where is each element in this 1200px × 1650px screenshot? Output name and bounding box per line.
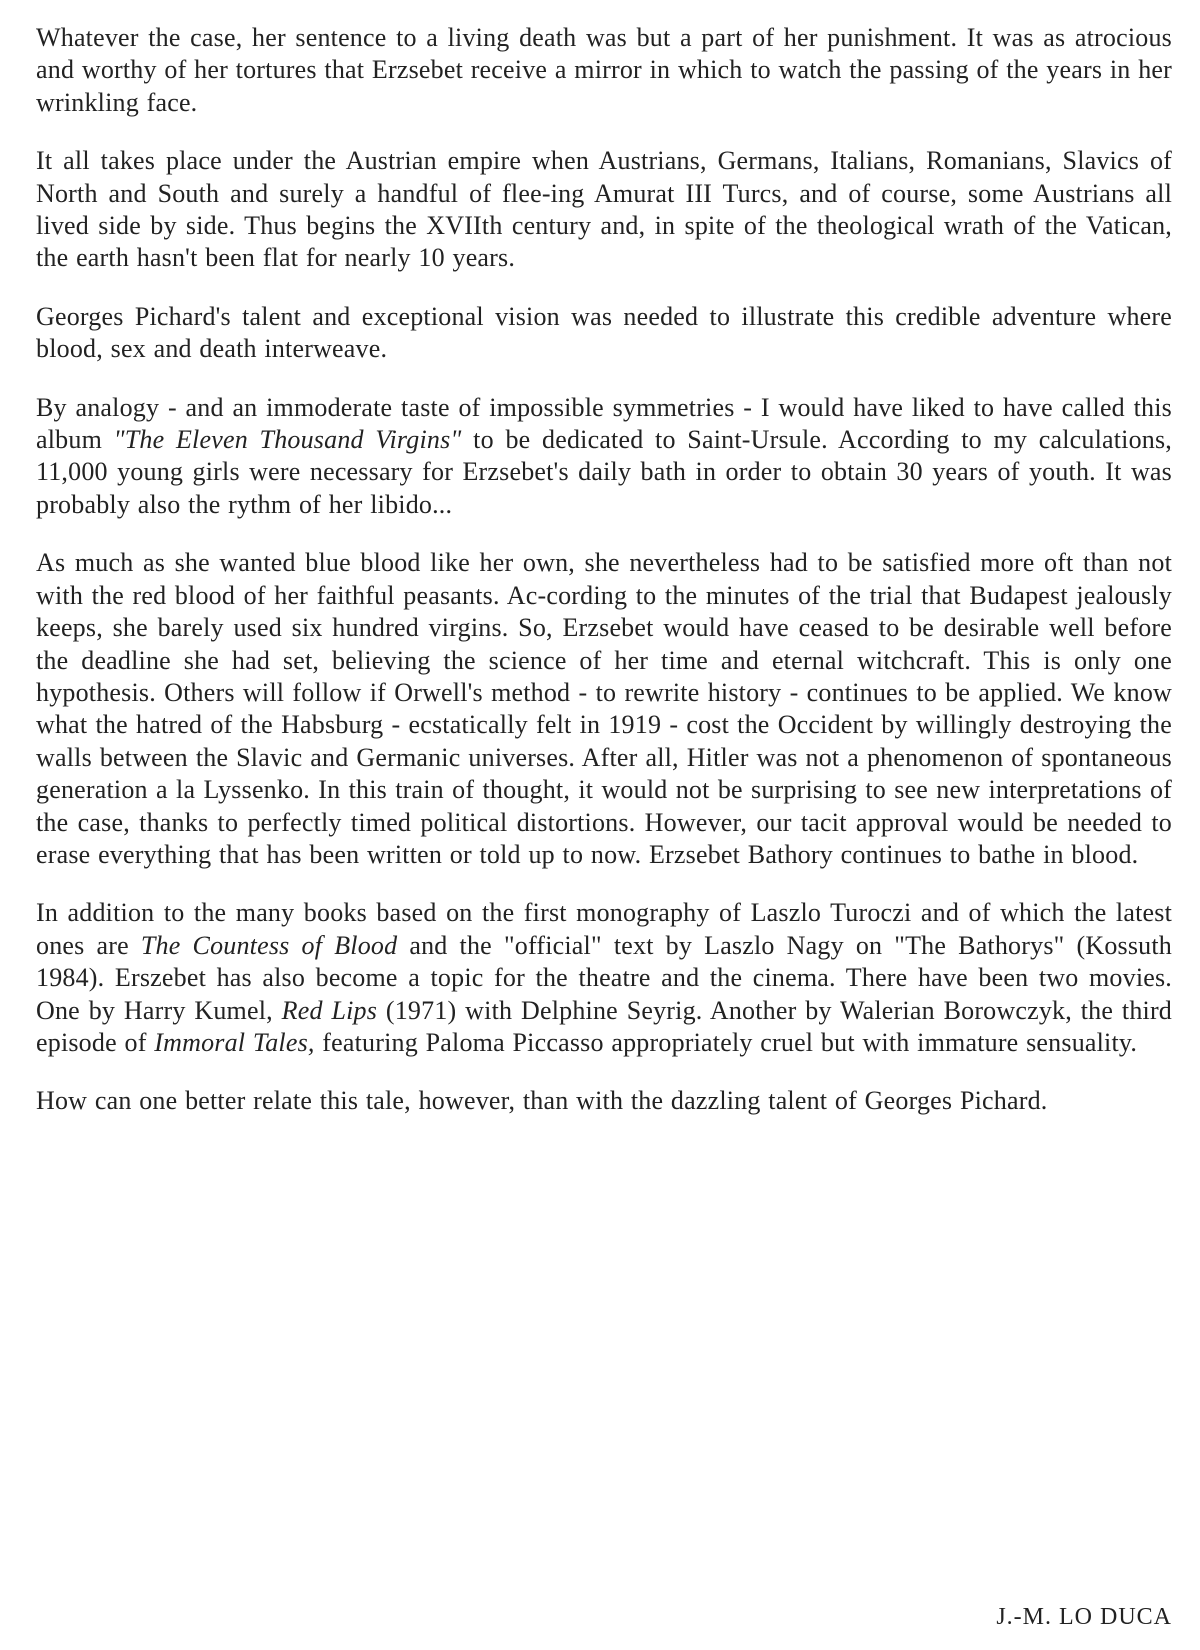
paragraph-3: [36, 301, 1172, 366]
italic-title-segment: The Countess of Blood: [140, 930, 398, 960]
paragraph-7: [36, 1085, 1172, 1117]
author-signature: J.-M. LO DUCA: [996, 1604, 1172, 1630]
document-body: [36, 22, 1172, 1118]
paragraph-1: [36, 22, 1172, 119]
text-segment: and the "official" text by Laszlo Nagy on "The Bathorys" (Kossuth 1984). Erszebet has also become a topic for the theatre and the cinema. There have been two movies. One by Harry Kumel,: [36, 930, 1172, 1025]
text-segment: By analogy - and an immoderate taste of impossible symmetries - I would have liked to have called this album: [36, 392, 1172, 455]
italic-title-segment: Red Lips: [281, 995, 378, 1025]
paragraph-5: [36, 547, 1172, 871]
text-segment: In addition to the many books based on the first monography of Laszlo Turoczi and of which the latest ones are: [36, 898, 1172, 960]
text-segment: Whatever the case, her sentence to a living death was but a part of her punishment. It was as atrocious and worthy of her tortures that Erzsebet receive a mirror in which to watch the passing of the years in her wrinkling face.: [36, 23, 1172, 117]
text-segment: featuring Paloma Piccasso appropriately cruel but with immature sensuality.: [314, 1027, 1138, 1057]
text-segment: It all takes place under the Austrian empire when Austrians, Germans, Italians, Romanians, Slavics of North and South and surely a handful of flee-ing Amurat III Turcs, and of course, some Austrians all lived side by side. Thus begins the XVIIth century and, in spite of the theological wrath of the Vatican, the earth hasn't been flat for nearly 10 years.: [36, 146, 1172, 273]
text-segment: to be dedicated to Saint-Ursule. According to my calculations, 11,000 young girls were necessary for Erzsebet's daily bath in order to obtain 30 years of youth. It was probably also the rythm of her libido...: [36, 425, 1172, 519]
text-segment: Georges Pichard's talent and exceptional vision was needed to illustrate this credible adventure where blood, sex and death interweave.: [36, 301, 1172, 364]
text-segment: (1971) with Delphine Seyrig. Another by Walerian Borowczyk, the third episode of: [36, 995, 1173, 1057]
italic-title-segment: "The Eleven Thousand Virgins": [113, 425, 462, 455]
paragraph-4: [36, 392, 1172, 522]
text-segment: As much as she wanted blue blood like her own, she nevertheless had to be satisfied more oft than not with the red blood of her faithful peasants. Ac-cording to the minutes of the trial that Budapest jealously keeps, she barely used six hundred virgins. So, Erzsebet would have ceased to be desirable well before the deadline she had set, believing the science of her time and eternal witchcraft. This is only one hypothesis. Others will follow if Orwell's method - to rewrite history - continues to be applied. We know what the hatred of the Habsburg - ecstatically felt in 1919 - cost the Occident by willingly destroying the walls between the Slavic and Germanic universes. After all, Hitler was not a phenomenon of spontaneous generation a la Lyssenko. In this train of thought, it would not be surprising to see new interpretations of the case, thanks to perfectly timed political distortions. However, our tacit approval would be needed to erase everything that has been written or told up to now. Erzsebet Bathory continues to bathe in blood.: [36, 548, 1172, 869]
text-segment: How can one better relate this tale, however, than with the dazzling talent of Georges Pichard.: [36, 1086, 1048, 1116]
paragraph-2: [36, 145, 1172, 275]
paragraph-6: [36, 897, 1172, 1059]
italic-title-segment: Immoral Tales,: [154, 1027, 315, 1057]
